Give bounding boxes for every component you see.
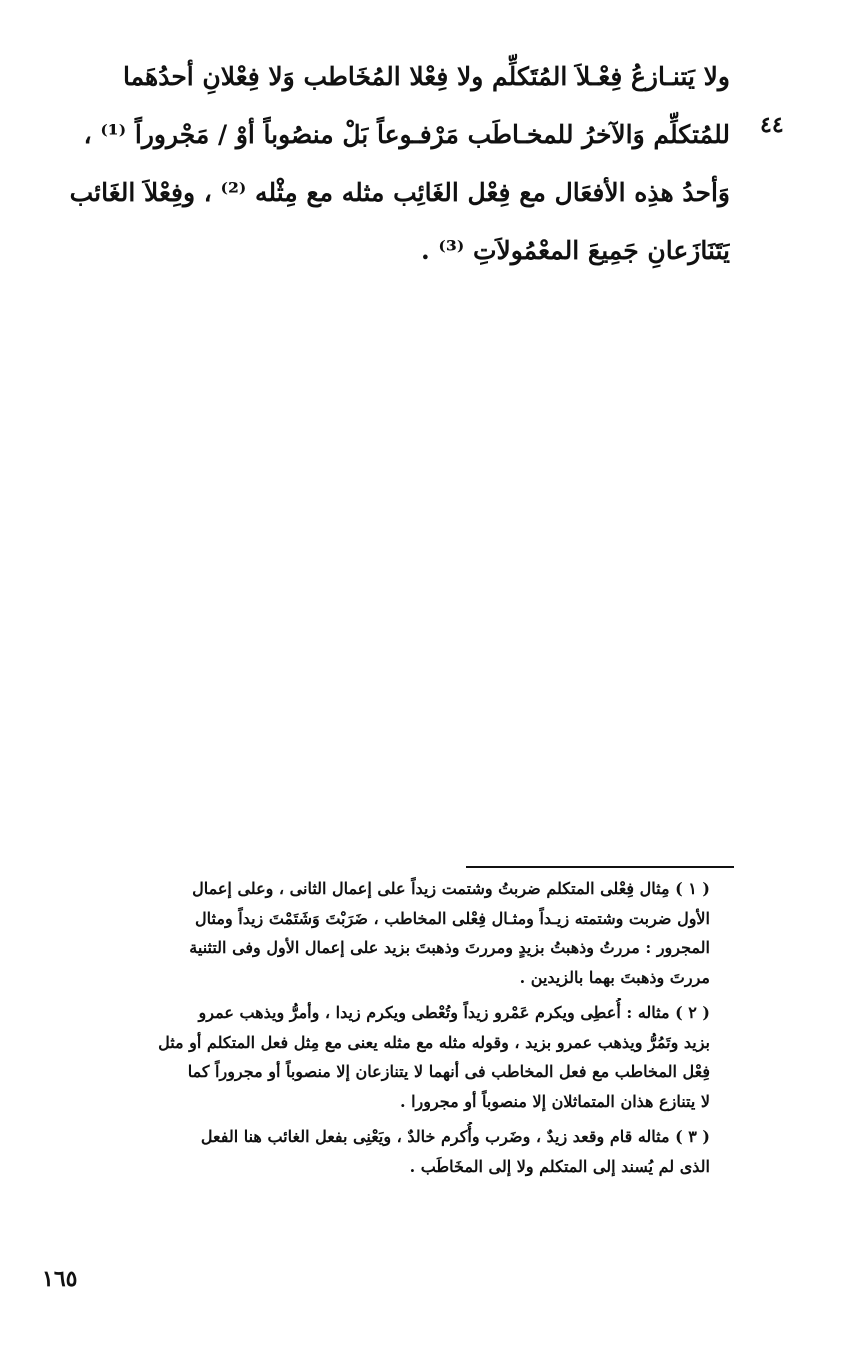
footnote-1	[80, 874, 710, 992]
main-text-block	[70, 48, 730, 280]
footnote-line: الأول ضربت وشتمته زيـداً ومثـال فِعْلى المخاطب ، ضَرَبْتَ وَشَتَمْتَ زيداً ومثال	[195, 908, 710, 928]
footnote-line: بزيد وتَمُرُّ ويذهب عمرو بزيد ، وقوله مثله مع مثله يعنى مع مِثل فعل المتكلم أو مثل	[158, 1032, 710, 1052]
footnote-line: لا يتنازع هذان المتماثلان إلا منصوباً أو مجرورا .	[399, 1091, 710, 1111]
footnote-line: ( ٢ ) مثاله : أُعطِى ويكرم عَمْرو زيداً وتُعْطى ويكرم زيدا ، وأمرُّ ويذهب عمرو	[198, 1003, 710, 1022]
footnote-line: ( ٣ ) مثاله قام وقعد زيدٌ ، وضَرب وأُكرم خالدٌ ، ويَعْنِى بفعل الغائب هنا الفعل	[200, 1127, 710, 1146]
footnote-divider	[466, 866, 734, 868]
main-text-line: وَأحدُ هذِه الأفعَال مع فِعْل الغَائِب مثله مع مِثْله ⁽²⁾ ، وفِعْلاَ الغَائب	[70, 178, 730, 207]
footnotes-block	[80, 874, 710, 1187]
footnote-2	[80, 998, 710, 1116]
margin-folio-number: ٤٤	[760, 112, 784, 138]
footnote-line: ( ١ ) مِثال فِعْلى المتكلم ضربتُ وشتمت زيداً على إعمال الثانى ، وعلى إعمال	[192, 879, 710, 898]
footnote-line: المجرور : مررتُ وذهبتُ بزيدٍ ومررتَ وذهبتَ بزيد على إعمال الأول وفى التثنية	[189, 938, 710, 957]
footnote-line: فِعْل المخاطب مع فعل المخاطب فى أنهما لا يتنازعان إلا منصوباً أو مجروراً كما	[187, 1062, 710, 1081]
page-number: ١٦٥	[42, 1266, 78, 1292]
footnote-3	[80, 1122, 710, 1181]
main-text-line: ولا يَتنـازعُ فِعْـلاَ المُتَكلِّم ولا فِعْلا المُخَاطب وَلا فِعْلانِ أحدُهَما	[122, 62, 730, 91]
footnote-line: مررتَ وذهبتَ بهما بالزيدين .	[519, 967, 710, 987]
footnote-line: الذى لم يُسند إلى المتكلم ولا إلى المخَاطَب .	[409, 1156, 710, 1176]
main-text-line: للمُتكلِّم وَالآخرُ للمخـاطَب مَرْفـوعاً بَلْ منصُوباً أوْ / مَجْروراً ⁽¹⁾ ،	[83, 120, 730, 149]
main-text-line: يَتَنَازَعانِ جَمِيعَ المعْمُولاَتِ ⁽³⁾ .	[421, 236, 730, 265]
